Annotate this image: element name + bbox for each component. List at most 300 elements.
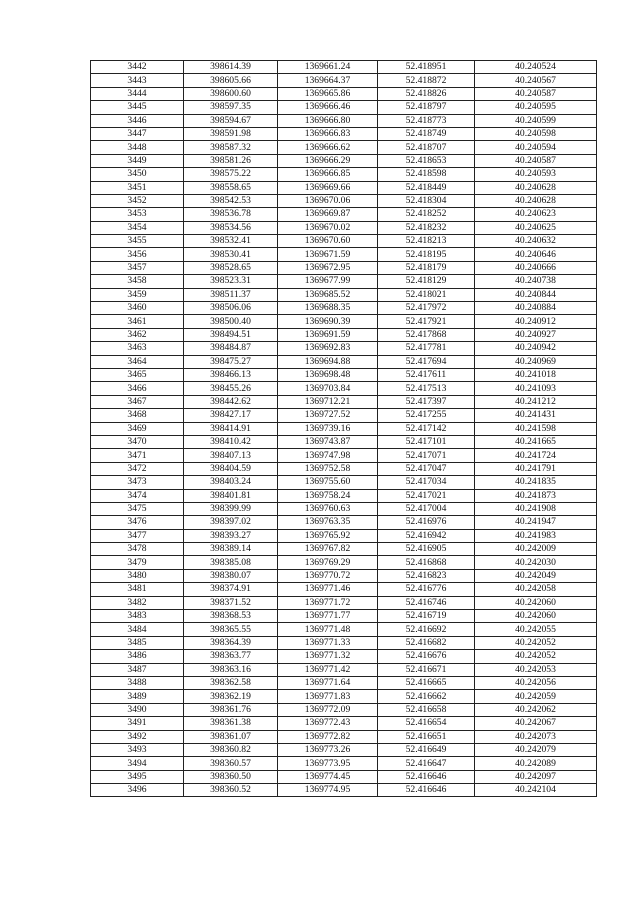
y-coordinate-cell: 1369670.06 — [278, 194, 378, 207]
y-coordinate-cell: 1369688.35 — [278, 302, 378, 315]
longitude-cell: 40.242009 — [475, 543, 597, 556]
latitude-cell: 52.418304 — [378, 194, 475, 207]
longitude-cell: 40.240623 — [475, 208, 597, 221]
x-coordinate-cell: 398362.58 — [184, 676, 278, 689]
x-coordinate-cell: 398484.87 — [184, 342, 278, 355]
point-number-cell: 3454 — [91, 221, 184, 234]
point-number-cell: 3444 — [91, 87, 184, 100]
x-coordinate-cell: 398494.51 — [184, 328, 278, 341]
point-number-cell: 3476 — [91, 516, 184, 529]
table-row — [91, 275, 597, 288]
table-row — [91, 288, 597, 301]
point-number-cell: 3496 — [91, 784, 184, 797]
longitude-cell: 40.241791 — [475, 462, 597, 475]
latitude-cell: 52.416658 — [378, 703, 475, 716]
point-number-cell: 3495 — [91, 770, 184, 783]
latitude-cell: 52.418826 — [378, 87, 475, 100]
y-coordinate-cell: 1369769.29 — [278, 556, 378, 569]
latitude-cell: 52.416649 — [378, 743, 475, 756]
table-row — [91, 583, 597, 596]
latitude-cell: 52.416905 — [378, 543, 475, 556]
table-row — [91, 342, 597, 355]
latitude-cell: 52.417972 — [378, 302, 475, 315]
longitude-cell: 40.240524 — [475, 61, 597, 74]
x-coordinate-cell: 398506.06 — [184, 302, 278, 315]
x-coordinate-cell: 398614.39 — [184, 61, 278, 74]
y-coordinate-cell: 1369698.48 — [278, 368, 378, 381]
table-row — [91, 784, 597, 797]
point-number-cell: 3455 — [91, 235, 184, 248]
y-coordinate-cell: 1369666.85 — [278, 168, 378, 181]
x-coordinate-cell: 398532.41 — [184, 235, 278, 248]
x-coordinate-cell: 398523.31 — [184, 275, 278, 288]
longitude-cell: 40.241947 — [475, 516, 597, 529]
y-coordinate-cell: 1369771.72 — [278, 596, 378, 609]
point-number-cell: 3490 — [91, 703, 184, 716]
longitude-cell: 40.241873 — [475, 489, 597, 502]
table-row — [91, 476, 597, 489]
latitude-cell: 52.417781 — [378, 342, 475, 355]
table-row — [91, 328, 597, 341]
longitude-cell: 40.241212 — [475, 395, 597, 408]
x-coordinate-cell: 398591.98 — [184, 127, 278, 140]
table-row — [91, 757, 597, 770]
point-number-cell: 3467 — [91, 395, 184, 408]
x-coordinate-cell: 398475.27 — [184, 355, 278, 368]
point-number-cell: 3443 — [91, 74, 184, 87]
point-number-cell: 3452 — [91, 194, 184, 207]
latitude-cell: 52.418773 — [378, 114, 475, 127]
y-coordinate-cell: 1369685.52 — [278, 288, 378, 301]
x-coordinate-cell: 398399.99 — [184, 502, 278, 515]
point-number-cell: 3487 — [91, 663, 184, 676]
longitude-cell: 40.240567 — [475, 74, 597, 87]
y-coordinate-cell: 1369670.02 — [278, 221, 378, 234]
longitude-cell: 40.241431 — [475, 409, 597, 422]
table-row — [91, 114, 597, 127]
x-coordinate-cell: 398558.65 — [184, 181, 278, 194]
latitude-cell: 52.417047 — [378, 462, 475, 475]
y-coordinate-cell: 1369670.60 — [278, 235, 378, 248]
longitude-cell: 40.240646 — [475, 248, 597, 261]
table-row — [91, 502, 597, 515]
point-number-cell: 3494 — [91, 757, 184, 770]
point-number-cell: 3458 — [91, 275, 184, 288]
latitude-cell: 52.416665 — [378, 676, 475, 689]
x-coordinate-cell: 398542.53 — [184, 194, 278, 207]
table-row — [91, 650, 597, 663]
latitude-cell: 52.416646 — [378, 770, 475, 783]
longitude-cell: 40.242056 — [475, 676, 597, 689]
table-row — [91, 596, 597, 609]
x-coordinate-cell: 398427.17 — [184, 409, 278, 422]
table-row — [91, 462, 597, 475]
x-coordinate-cell: 398528.65 — [184, 261, 278, 274]
latitude-cell: 52.418598 — [378, 168, 475, 181]
longitude-cell: 40.240632 — [475, 235, 597, 248]
latitude-cell: 52.418872 — [378, 74, 475, 87]
longitude-cell: 40.242049 — [475, 569, 597, 582]
longitude-cell: 40.240844 — [475, 288, 597, 301]
point-number-cell: 3472 — [91, 462, 184, 475]
point-number-cell: 3456 — [91, 248, 184, 261]
longitude-cell: 40.242079 — [475, 743, 597, 756]
point-number-cell: 3485 — [91, 636, 184, 649]
table-row — [91, 141, 597, 154]
point-number-cell: 3491 — [91, 717, 184, 730]
point-number-cell: 3471 — [91, 449, 184, 462]
latitude-cell: 52.417004 — [378, 502, 475, 515]
latitude-cell: 52.416868 — [378, 556, 475, 569]
point-number-cell: 3480 — [91, 569, 184, 582]
latitude-cell: 52.417034 — [378, 476, 475, 489]
table-row — [91, 261, 597, 274]
x-coordinate-cell: 398371.52 — [184, 596, 278, 609]
longitude-cell: 40.240912 — [475, 315, 597, 328]
latitude-cell: 52.416647 — [378, 757, 475, 770]
y-coordinate-cell: 1369743.87 — [278, 435, 378, 448]
y-coordinate-cell: 1369664.37 — [278, 74, 378, 87]
table-row — [91, 556, 597, 569]
longitude-cell: 40.242059 — [475, 690, 597, 703]
x-coordinate-cell: 398581.26 — [184, 154, 278, 167]
longitude-cell: 40.240594 — [475, 141, 597, 154]
longitude-cell: 40.241983 — [475, 529, 597, 542]
y-coordinate-cell: 1369677.99 — [278, 275, 378, 288]
x-coordinate-cell: 398605.66 — [184, 74, 278, 87]
longitude-cell: 40.242073 — [475, 730, 597, 743]
point-number-cell: 3449 — [91, 154, 184, 167]
longitude-cell: 40.241018 — [475, 368, 597, 381]
table-row — [91, 61, 597, 74]
y-coordinate-cell: 1369767.82 — [278, 543, 378, 556]
x-coordinate-cell: 398365.55 — [184, 623, 278, 636]
y-coordinate-cell: 1369774.95 — [278, 784, 378, 797]
y-coordinate-cell: 1369772.09 — [278, 703, 378, 716]
latitude-cell: 52.416646 — [378, 784, 475, 797]
x-coordinate-cell: 398393.27 — [184, 529, 278, 542]
longitude-cell: 40.240738 — [475, 275, 597, 288]
longitude-cell: 40.242060 — [475, 596, 597, 609]
longitude-cell: 40.242058 — [475, 583, 597, 596]
x-coordinate-cell: 398363.77 — [184, 650, 278, 663]
x-coordinate-cell: 398380.07 — [184, 569, 278, 582]
point-number-cell: 3445 — [91, 101, 184, 114]
longitude-cell: 40.242052 — [475, 650, 597, 663]
x-coordinate-cell: 398536.78 — [184, 208, 278, 221]
y-coordinate-cell: 1369773.26 — [278, 743, 378, 756]
table-row — [91, 435, 597, 448]
longitude-cell: 40.240587 — [475, 87, 597, 100]
coordinates-table-body — [91, 61, 597, 797]
x-coordinate-cell: 398364.39 — [184, 636, 278, 649]
y-coordinate-cell: 1369666.80 — [278, 114, 378, 127]
y-coordinate-cell: 1369669.66 — [278, 181, 378, 194]
point-number-cell: 3466 — [91, 382, 184, 395]
table-row — [91, 516, 597, 529]
x-coordinate-cell: 398385.08 — [184, 556, 278, 569]
x-coordinate-cell: 398407.13 — [184, 449, 278, 462]
table-row — [91, 302, 597, 315]
longitude-cell: 40.240593 — [475, 168, 597, 181]
table-row — [91, 127, 597, 140]
y-coordinate-cell: 1369703.84 — [278, 382, 378, 395]
table-row — [91, 690, 597, 703]
point-number-cell: 3484 — [91, 623, 184, 636]
y-coordinate-cell: 1369758.24 — [278, 489, 378, 502]
latitude-cell: 52.416654 — [378, 717, 475, 730]
point-number-cell: 3479 — [91, 556, 184, 569]
x-coordinate-cell: 398442.62 — [184, 395, 278, 408]
point-number-cell: 3475 — [91, 502, 184, 515]
point-number-cell: 3492 — [91, 730, 184, 743]
point-number-cell: 3473 — [91, 476, 184, 489]
table-row — [91, 168, 597, 181]
point-number-cell: 3493 — [91, 743, 184, 756]
x-coordinate-cell: 398597.35 — [184, 101, 278, 114]
x-coordinate-cell: 398587.32 — [184, 141, 278, 154]
x-coordinate-cell: 398397.02 — [184, 516, 278, 529]
longitude-cell: 40.242055 — [475, 623, 597, 636]
latitude-cell: 52.417611 — [378, 368, 475, 381]
point-number-cell: 3488 — [91, 676, 184, 689]
point-number-cell: 3457 — [91, 261, 184, 274]
table-row — [91, 181, 597, 194]
y-coordinate-cell: 1369763.35 — [278, 516, 378, 529]
y-coordinate-cell: 1369727.52 — [278, 409, 378, 422]
y-coordinate-cell: 1369771.46 — [278, 583, 378, 596]
x-coordinate-cell: 398410.42 — [184, 435, 278, 448]
x-coordinate-cell: 398530.41 — [184, 248, 278, 261]
longitude-cell: 40.242052 — [475, 636, 597, 649]
longitude-cell: 40.242089 — [475, 757, 597, 770]
x-coordinate-cell: 398374.91 — [184, 583, 278, 596]
latitude-cell: 52.418252 — [378, 208, 475, 221]
table-row — [91, 663, 597, 676]
point-number-cell: 3464 — [91, 355, 184, 368]
latitude-cell: 52.417071 — [378, 449, 475, 462]
y-coordinate-cell: 1369774.45 — [278, 770, 378, 783]
latitude-cell: 52.416746 — [378, 596, 475, 609]
point-number-cell: 3465 — [91, 368, 184, 381]
y-coordinate-cell: 1369661.24 — [278, 61, 378, 74]
point-number-cell: 3482 — [91, 596, 184, 609]
point-number-cell: 3477 — [91, 529, 184, 542]
longitude-cell: 40.241835 — [475, 476, 597, 489]
latitude-cell: 52.417921 — [378, 315, 475, 328]
table-row — [91, 395, 597, 408]
table-row — [91, 74, 597, 87]
x-coordinate-cell: 398600.60 — [184, 87, 278, 100]
latitude-cell: 52.416692 — [378, 623, 475, 636]
longitude-cell: 40.240598 — [475, 127, 597, 140]
y-coordinate-cell: 1369771.32 — [278, 650, 378, 663]
longitude-cell: 40.240625 — [475, 221, 597, 234]
y-coordinate-cell: 1369765.92 — [278, 529, 378, 542]
table-row — [91, 543, 597, 556]
latitude-cell: 52.416682 — [378, 636, 475, 649]
longitude-cell: 40.240628 — [475, 194, 597, 207]
table-row — [91, 235, 597, 248]
y-coordinate-cell: 1369755.60 — [278, 476, 378, 489]
latitude-cell: 52.417397 — [378, 395, 475, 408]
table-row — [91, 409, 597, 422]
y-coordinate-cell: 1369747.98 — [278, 449, 378, 462]
table-row — [91, 221, 597, 234]
latitude-cell: 52.416651 — [378, 730, 475, 743]
table-row — [91, 623, 597, 636]
x-coordinate-cell: 398414.91 — [184, 422, 278, 435]
point-number-cell: 3461 — [91, 315, 184, 328]
table-row — [91, 636, 597, 649]
x-coordinate-cell: 398575.22 — [184, 168, 278, 181]
latitude-cell: 52.416823 — [378, 569, 475, 582]
x-coordinate-cell: 398466.13 — [184, 368, 278, 381]
x-coordinate-cell: 398534.56 — [184, 221, 278, 234]
point-number-cell: 3463 — [91, 342, 184, 355]
table-row — [91, 529, 597, 542]
point-number-cell: 3470 — [91, 435, 184, 448]
longitude-cell: 40.242030 — [475, 556, 597, 569]
table-row — [91, 717, 597, 730]
point-number-cell: 3468 — [91, 409, 184, 422]
longitude-cell: 40.241093 — [475, 382, 597, 395]
latitude-cell: 52.416676 — [378, 650, 475, 663]
latitude-cell: 52.418707 — [378, 141, 475, 154]
x-coordinate-cell: 398403.24 — [184, 476, 278, 489]
y-coordinate-cell: 1369666.83 — [278, 127, 378, 140]
latitude-cell: 52.418951 — [378, 61, 475, 74]
point-number-cell: 3453 — [91, 208, 184, 221]
table-row — [91, 154, 597, 167]
point-number-cell: 3446 — [91, 114, 184, 127]
point-number-cell: 3462 — [91, 328, 184, 341]
x-coordinate-cell: 398363.16 — [184, 663, 278, 676]
longitude-cell: 40.242067 — [475, 717, 597, 730]
y-coordinate-cell: 1369692.83 — [278, 342, 378, 355]
table-row — [91, 676, 597, 689]
table-row — [91, 194, 597, 207]
latitude-cell: 52.416942 — [378, 529, 475, 542]
x-coordinate-cell: 398401.81 — [184, 489, 278, 502]
x-coordinate-cell: 398594.67 — [184, 114, 278, 127]
y-coordinate-cell: 1369773.95 — [278, 757, 378, 770]
y-coordinate-cell: 1369666.46 — [278, 101, 378, 114]
x-coordinate-cell: 398389.14 — [184, 543, 278, 556]
longitude-cell: 40.242104 — [475, 784, 597, 797]
table-row — [91, 101, 597, 114]
x-coordinate-cell: 398362.19 — [184, 690, 278, 703]
latitude-cell: 52.418021 — [378, 288, 475, 301]
coordinates-table — [90, 60, 597, 797]
y-coordinate-cell: 1369771.64 — [278, 676, 378, 689]
latitude-cell: 52.416719 — [378, 610, 475, 623]
x-coordinate-cell: 398368.53 — [184, 610, 278, 623]
table-row — [91, 569, 597, 582]
latitude-cell: 52.417868 — [378, 328, 475, 341]
table-row — [91, 703, 597, 716]
table-row — [91, 730, 597, 743]
point-number-cell: 3486 — [91, 650, 184, 663]
longitude-cell: 40.240587 — [475, 154, 597, 167]
latitude-cell: 52.418653 — [378, 154, 475, 167]
latitude-cell: 52.418179 — [378, 261, 475, 274]
y-coordinate-cell: 1369772.43 — [278, 717, 378, 730]
longitude-cell: 40.240599 — [475, 114, 597, 127]
table-row — [91, 449, 597, 462]
y-coordinate-cell: 1369671.59 — [278, 248, 378, 261]
longitude-cell: 40.241908 — [475, 502, 597, 515]
longitude-cell: 40.242097 — [475, 770, 597, 783]
latitude-cell: 52.417255 — [378, 409, 475, 422]
longitude-cell: 40.241598 — [475, 422, 597, 435]
longitude-cell: 40.240927 — [475, 328, 597, 341]
x-coordinate-cell: 398361.38 — [184, 717, 278, 730]
y-coordinate-cell: 1369752.58 — [278, 462, 378, 475]
table-row — [91, 208, 597, 221]
latitude-cell: 52.418449 — [378, 181, 475, 194]
point-number-cell: 3448 — [91, 141, 184, 154]
y-coordinate-cell: 1369760.63 — [278, 502, 378, 515]
latitude-cell: 52.417101 — [378, 435, 475, 448]
table-row — [91, 610, 597, 623]
y-coordinate-cell: 1369665.86 — [278, 87, 378, 100]
point-number-cell: 3489 — [91, 690, 184, 703]
x-coordinate-cell: 398404.59 — [184, 462, 278, 475]
point-number-cell: 3451 — [91, 181, 184, 194]
y-coordinate-cell: 1369770.72 — [278, 569, 378, 582]
latitude-cell: 52.418195 — [378, 248, 475, 261]
latitude-cell: 52.417142 — [378, 422, 475, 435]
longitude-cell: 40.240884 — [475, 302, 597, 315]
y-coordinate-cell: 1369691.59 — [278, 328, 378, 341]
x-coordinate-cell: 398511.37 — [184, 288, 278, 301]
latitude-cell: 52.418232 — [378, 221, 475, 234]
table-row — [91, 489, 597, 502]
y-coordinate-cell: 1369694.88 — [278, 355, 378, 368]
x-coordinate-cell: 398361.76 — [184, 703, 278, 716]
point-number-cell: 3447 — [91, 127, 184, 140]
longitude-cell: 40.240942 — [475, 342, 597, 355]
table-row — [91, 743, 597, 756]
y-coordinate-cell: 1369771.42 — [278, 663, 378, 676]
point-number-cell: 3483 — [91, 610, 184, 623]
y-coordinate-cell: 1369771.33 — [278, 636, 378, 649]
point-number-cell: 3478 — [91, 543, 184, 556]
table-row — [91, 248, 597, 261]
longitude-cell: 40.240666 — [475, 261, 597, 274]
latitude-cell: 52.416671 — [378, 663, 475, 676]
point-number-cell: 3481 — [91, 583, 184, 596]
point-number-cell: 3442 — [91, 61, 184, 74]
point-number-cell: 3460 — [91, 302, 184, 315]
x-coordinate-cell: 398455.26 — [184, 382, 278, 395]
latitude-cell: 52.416776 — [378, 583, 475, 596]
y-coordinate-cell: 1369666.62 — [278, 141, 378, 154]
x-coordinate-cell: 398361.07 — [184, 730, 278, 743]
latitude-cell: 52.416662 — [378, 690, 475, 703]
table-row — [91, 382, 597, 395]
x-coordinate-cell: 398500.40 — [184, 315, 278, 328]
longitude-cell: 40.240595 — [475, 101, 597, 114]
latitude-cell: 52.416976 — [378, 516, 475, 529]
y-coordinate-cell: 1369771.77 — [278, 610, 378, 623]
latitude-cell: 52.418213 — [378, 235, 475, 248]
longitude-cell: 40.241724 — [475, 449, 597, 462]
longitude-cell: 40.240969 — [475, 355, 597, 368]
y-coordinate-cell: 1369672.95 — [278, 261, 378, 274]
latitude-cell: 52.418749 — [378, 127, 475, 140]
